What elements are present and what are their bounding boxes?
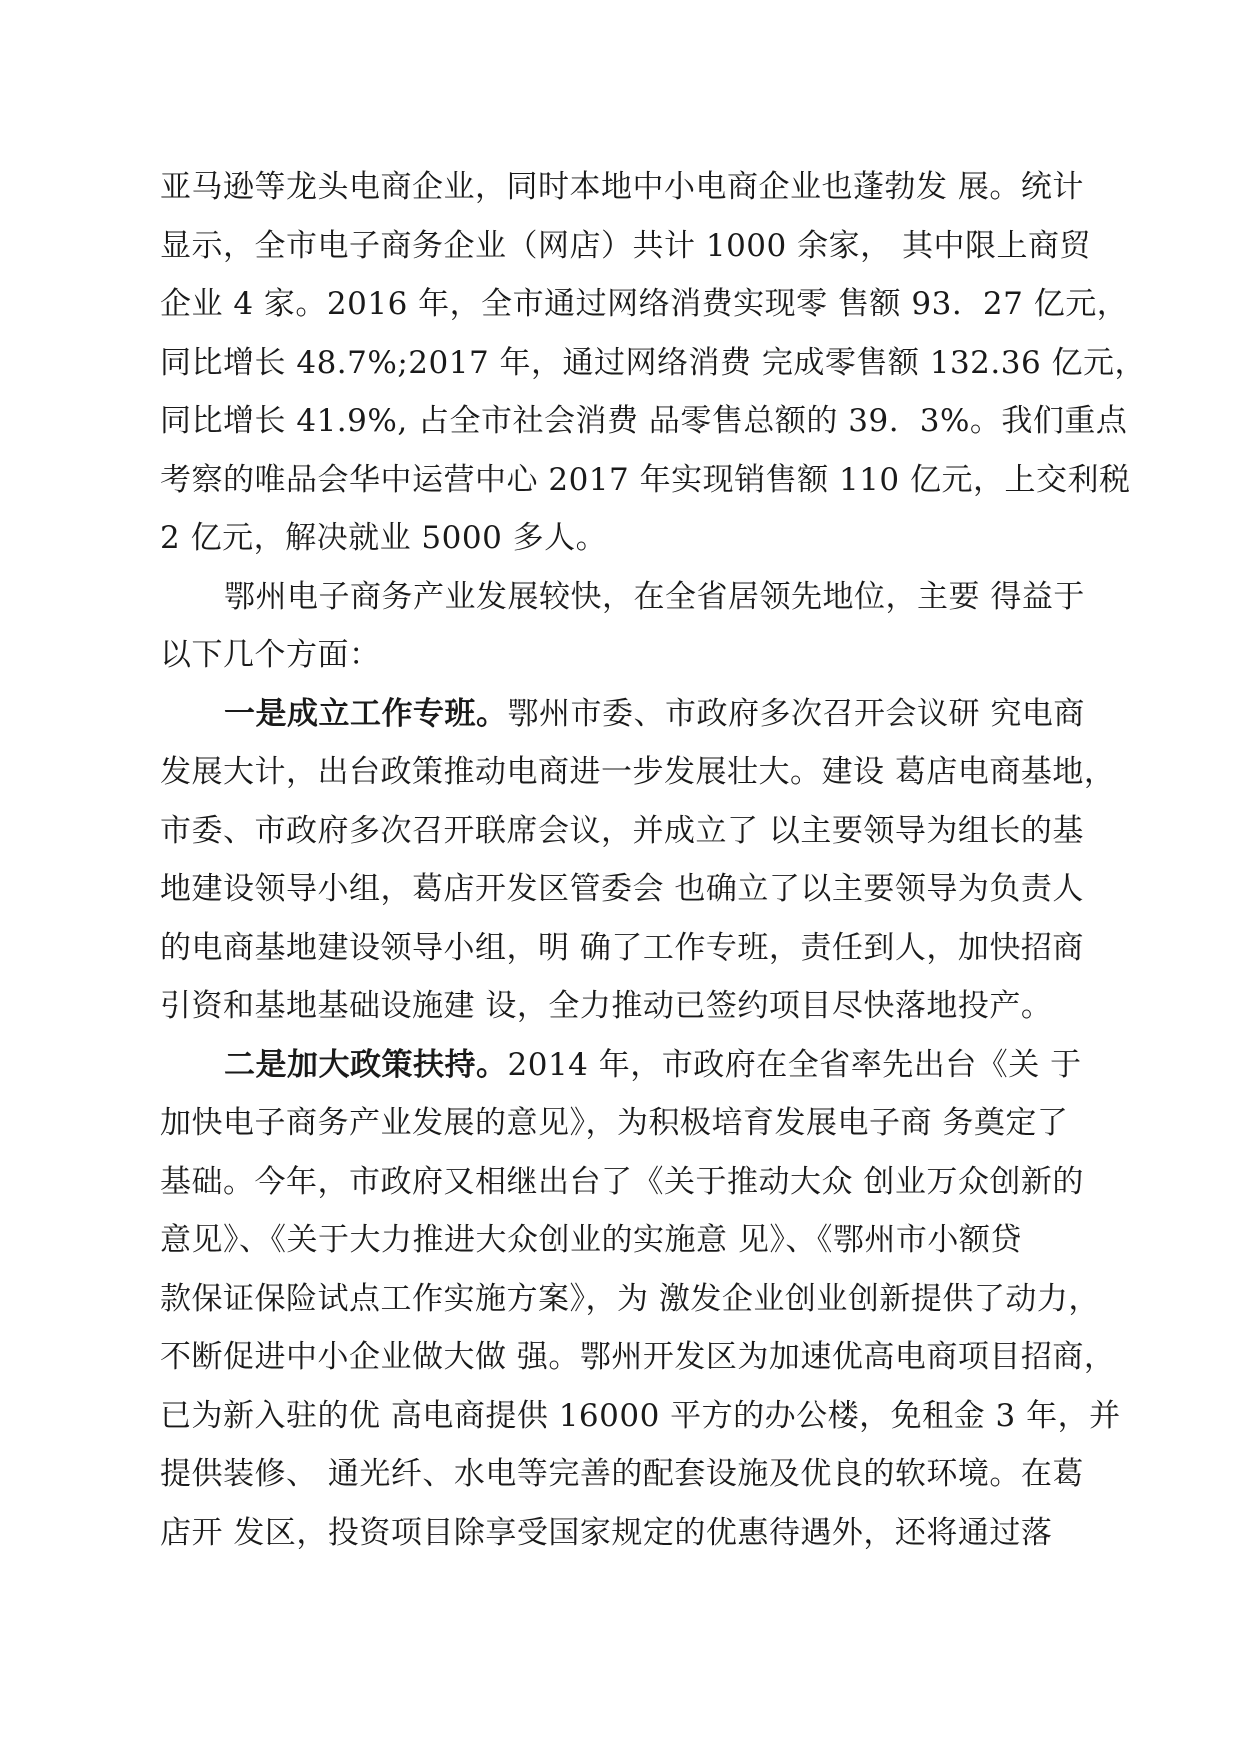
- document-body: [160, 158, 1147, 1562]
- paragraph-line: 考察的唯品会华中运营中心 2017 年实现销售额 110 亿元，上交利税: [160, 461, 1131, 498]
- paragraph-line: 不断促进中小企业做大做 强。鄂州开发区为加速优高电商项目招商，: [160, 1339, 1116, 1375]
- paragraph-line: 2 亿元，解决就业 5000 多人。: [160, 520, 608, 556]
- paragraph-line: 鄂州电子商务产业发展较快，在全省居领先地位，主要 得益于: [224, 578, 1085, 615]
- paragraph-line: 市委、市政府多次召开联席会议，并成立了 以主要领导为组长的基: [160, 812, 1084, 849]
- paragraph-line: 店开 发区，投资项目除享受国家规定的优惠待遇外，还将通过落: [160, 1514, 1053, 1551]
- paragraph-line: 企业 4 家。2016 年，全市通过网络消费实现零 售额 93. 27 亿元，: [160, 286, 1129, 322]
- paragraph-first-line: [160, 685, 1090, 744]
- paragraph-line: 提供装修、 通光纤、水电等完善的配套设施及优良的软环境。在葛: [160, 1456, 1084, 1492]
- paragraph-line: 以下几个方面：: [160, 637, 381, 673]
- paragraph-line: 亚马逊等龙头电商企业，同时本地中小电商企业也蓬勃发 展。统计: [160, 169, 1084, 205]
- paragraph-line: 同比增长 48.7%;2017 年，通过网络消费 完成零售额 132.36 亿元，: [160, 344, 1147, 381]
- paragraph-line: 意见》、《关于大力推进大众创业的实施意 见》、《鄂州市小额贷: [160, 1222, 1022, 1258]
- paragraph-line: 引资和基地基础设施建 设，全力推动已签约项目尽快落地投产。: [160, 988, 1053, 1024]
- paragraph-line: 同比增长 41.9%, 占全市社会消费 品零售总额的 39. 3%。我们重点: [160, 403, 1128, 439]
- paragraph-line: 地建设领导小组，葛店开发区管委会 也确立了以主要领导为负责人: [160, 871, 1084, 907]
- paragraph-line: 款保证保险试点工作实施方案》，为 激发企业创业创新提供了动力，: [160, 1280, 1100, 1317]
- paragraph-line-text: 鄂州市委、市政府多次召开会议研 究电商: [507, 695, 1085, 732]
- section-heading: 二是加大政策扶持。: [224, 1046, 508, 1083]
- paragraph-line: 加快电子商务产业发展的意见》，为积极培育发展电子商 务奠定了: [160, 1105, 1069, 1141]
- paragraph-line: 基础。今年，市政府又相继出台了《关于推动大众 创业万众创新的: [160, 1163, 1084, 1200]
- paragraph-line: 已为新入驻的优 高电商提供 16000 平方的办公楼，免租金 3 年，并: [160, 1397, 1121, 1434]
- paragraph-first-line: [160, 1036, 1090, 1095]
- paragraph-line: 发展大计，出台政策推动电商进一步发展壮大。建设 葛店电商基地，: [160, 754, 1116, 790]
- paragraph-line-text: 2014 年，市政府在全省率先出台《关 于: [507, 1046, 1082, 1083]
- paragraph-line: 显示，全市电子商务企业（网店）共计 1000 余家， 其中限上商贸: [160, 227, 1091, 264]
- section-heading: 一是成立工作专班。: [224, 695, 508, 732]
- paragraph-line: 的电商基地建设领导小组，明 确了工作专班，责任到人，加快招商: [160, 929, 1084, 966]
